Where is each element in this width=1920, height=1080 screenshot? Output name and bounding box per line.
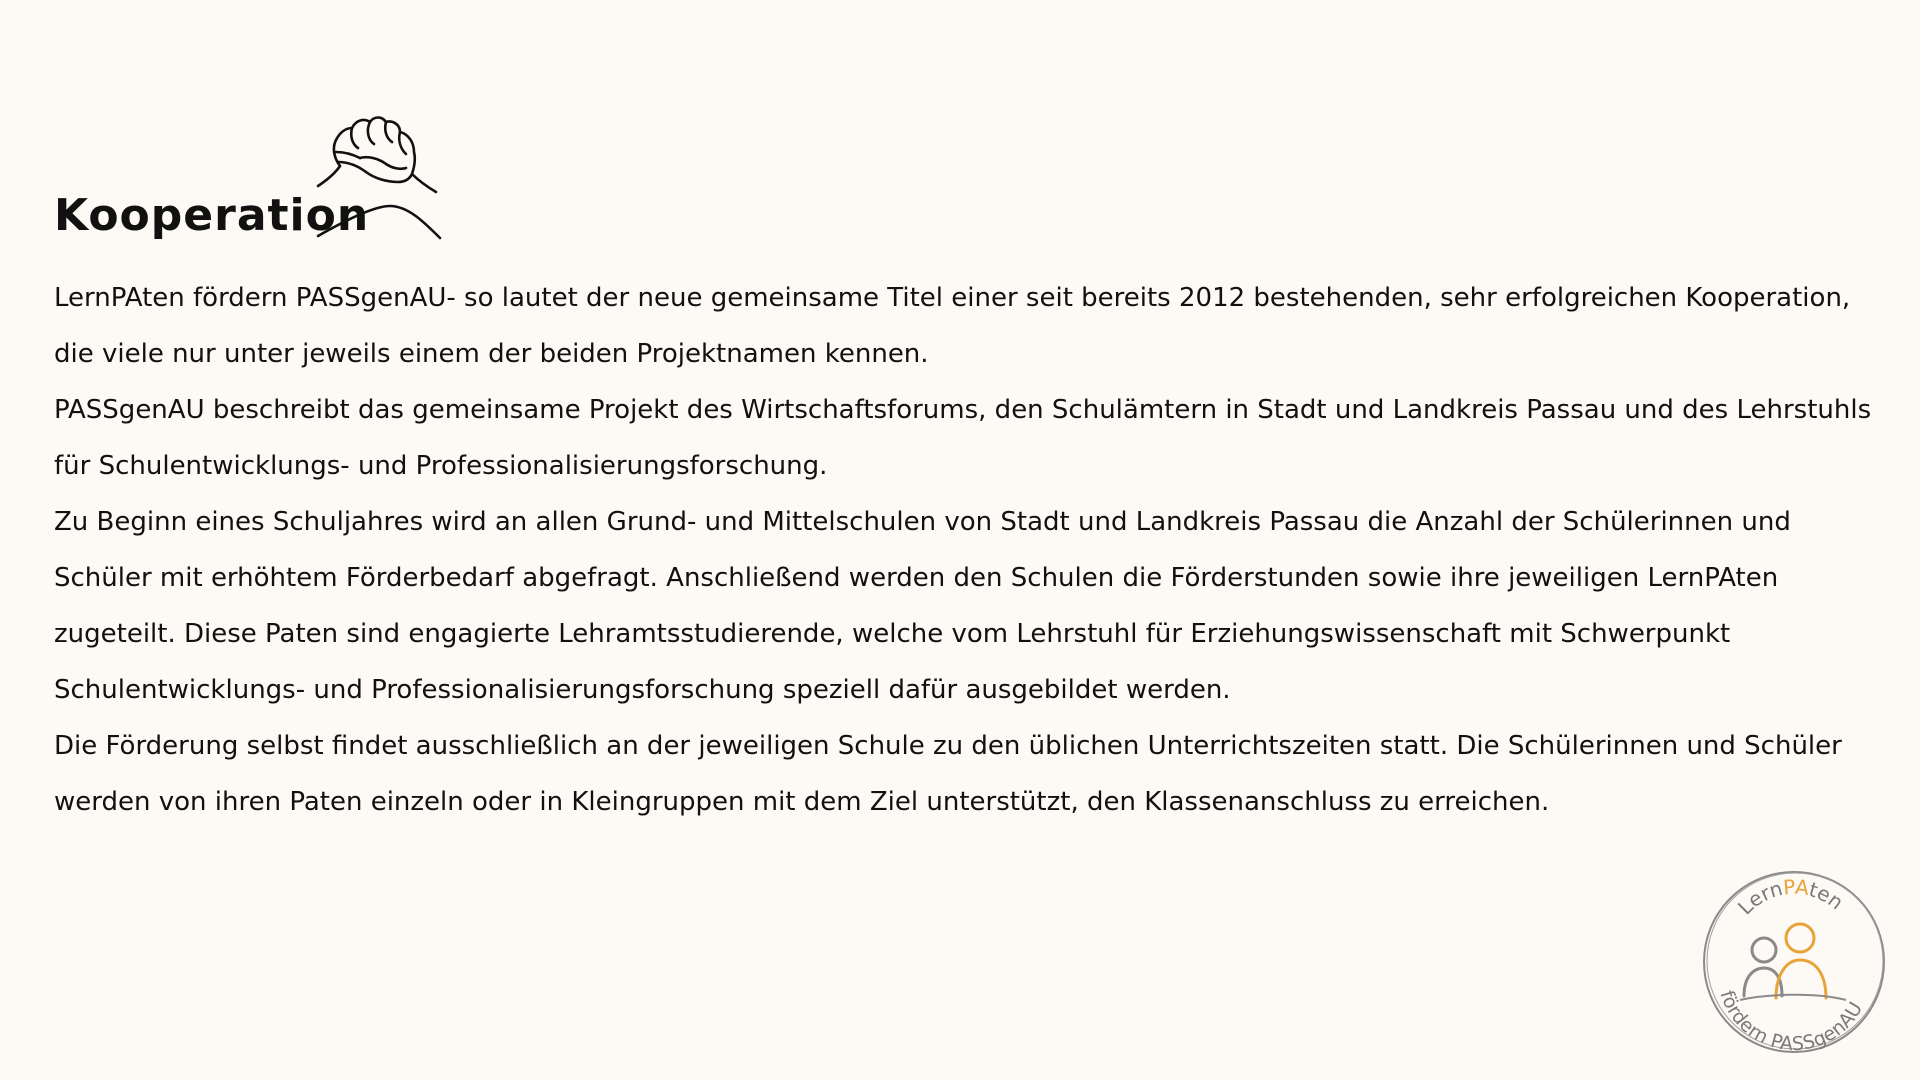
paragraph-intro: LernPAten fördern PASSgenAU- so lautet der neue gemeinsame Titel einer seit bereits 2012 bestehenden, sehr erfolgreichen Kooperation, die viele nur unter jeweils einem der beiden Projektnamen kennen. — [54, 283, 1851, 369]
logo-text-pa: PA — [1782, 874, 1810, 901]
logo-text-bottom: fördern PASSgenAU — [1715, 987, 1868, 1056]
svg-text:LernPAten — [1733, 875, 1848, 920]
paragraph-foerderung: Die Förderung selbst findet ausschließlich an der jeweiligen Schule zu den üblichen Unterrichtszeiten statt. Die Schülerinnen und Schüler werden von ihren Paten einzeln oder in Kleingruppen mit dem Ziel unterstützt, den Klassenanschluss zu erreichen. — [54, 731, 1842, 817]
paragraph-passgenau: PASSgenAU beschreibt das gemeinsame Projekt des Wirtschaftsforums, den Schulämtern in Stadt und Landkreis Passau und des Lehrstuhls für Schulentwicklungs- und Professionalisierungsforschung. — [54, 395, 1872, 481]
logo-text-lern: Lern — [1732, 876, 1786, 920]
svg-text:fördern PASSgenAU — [1716, 988, 1868, 1055]
body-text — [54, 270, 1874, 830]
heading-row — [54, 112, 654, 252]
logo-text-ten: ten — [1806, 877, 1849, 915]
paragraph-schuljahr: Zu Beginn eines Schuljahres wird an allen Grund- und Mittelschulen von Stadt und Landkreis Passau die Anzahl der Schülerinnen und Schüler mit erhöhtem Förderbedarf abgefragt. Anschließend werden den Schulen die Förderstunden sowie ihre jeweiligen LernPAten zugeteilt. Diese Paten sind engagierte Lehramtsstudierende, welche vom Lehrstuhl für Erziehungswissenschaft mit Schwerpunkt Schulentwicklungs- und Professionalisierungsforschung speziell dafür ausgebildet werden. — [54, 507, 1791, 705]
page-title: Kooperation — [54, 190, 370, 241]
handshake-icon — [316, 112, 448, 246]
lernpaten-logo — [1696, 864, 1892, 1060]
